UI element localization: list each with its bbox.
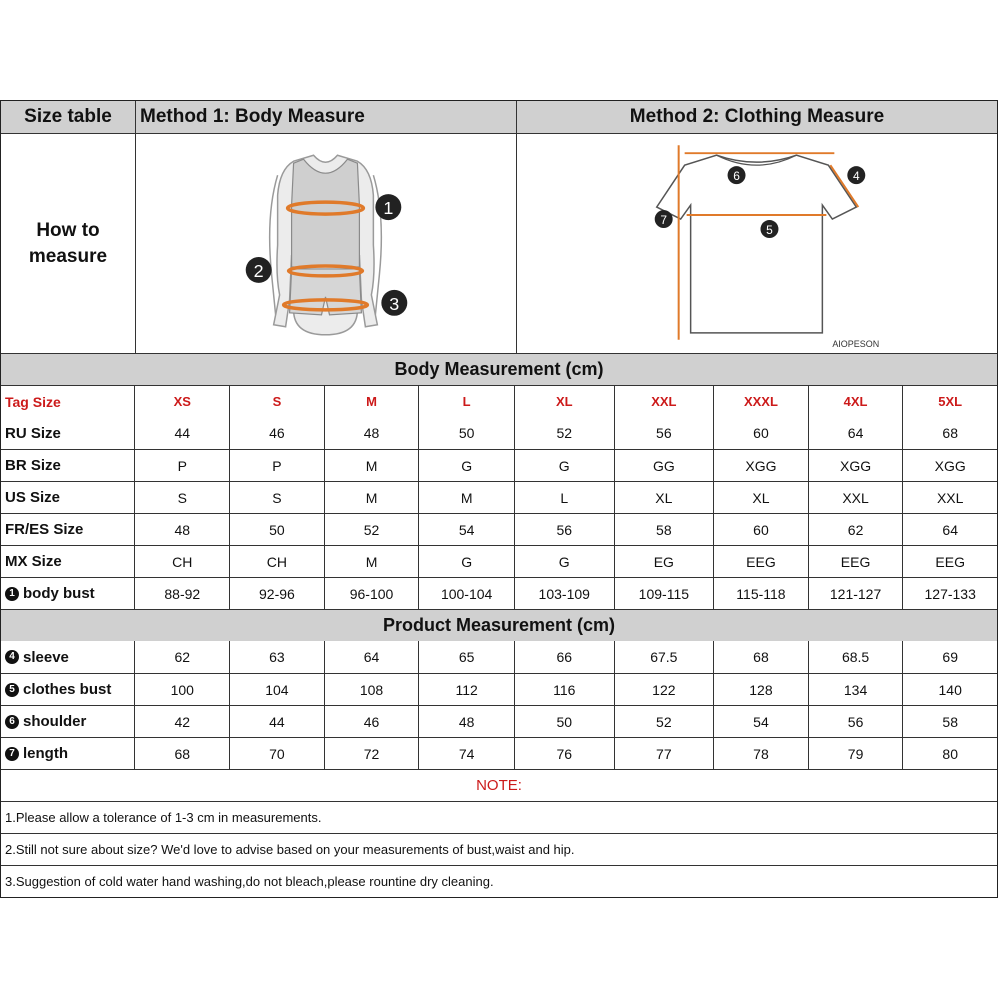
row-label [1, 514, 134, 545]
table-cell: 108 [324, 674, 419, 705]
row-label [1, 706, 134, 737]
row-label-text: RU Size [5, 424, 61, 442]
table-row [1, 513, 997, 545]
table-cell: 50 [514, 706, 614, 737]
table-cell: EEG [902, 546, 997, 577]
how-to-label [1, 134, 135, 353]
svg-text:3: 3 [389, 293, 400, 314]
table-cell: 68 [134, 738, 229, 769]
table-cell: 96-100 [324, 578, 419, 609]
row-label-text: BR Size [5, 457, 61, 474]
table-cell: 92-96 [229, 578, 324, 609]
row-label [1, 417, 134, 449]
shirt-marker-5 [760, 220, 778, 238]
table-cell: 115-118 [713, 578, 808, 609]
method2-title: Method 2: Clothing Measure [516, 101, 997, 133]
svg-text:5: 5 [766, 222, 773, 237]
table-row [1, 641, 997, 673]
table-cell: 67.5 [614, 641, 714, 673]
table-cell: XXL [808, 482, 903, 513]
table-cell: 62 [134, 641, 229, 673]
note-title: NOTE: [476, 777, 522, 794]
size-chart [0, 100, 998, 898]
table-cell: 69 [902, 641, 997, 673]
table-cell: 76 [514, 738, 614, 769]
table-cell: 68.5 [808, 641, 903, 673]
table-row [1, 481, 997, 513]
table-cell: 64 [902, 514, 997, 545]
shirt-marker-6 [728, 166, 746, 184]
table-cell: 116 [514, 674, 614, 705]
svg-text:1: 1 [383, 197, 394, 218]
how-to-row [1, 133, 997, 353]
table-cell: P [229, 450, 324, 481]
table-cell: 78 [713, 738, 808, 769]
table-row [1, 417, 997, 449]
table-cell: 54 [713, 706, 808, 737]
table-row [1, 449, 997, 481]
table-cell: 60 [713, 514, 808, 545]
method1-title: Method 1: Body Measure [135, 101, 516, 133]
table-cell: P [134, 450, 229, 481]
table-cell: M [324, 546, 419, 577]
note-text: 2.Still not sure about size? We'd love to advise based on your measurements of bust,waist and hip. [5, 842, 575, 857]
table-cell: S [229, 482, 324, 513]
tag-size-cell: XXXL [713, 386, 808, 417]
body-marker-2 [246, 256, 272, 282]
table-cell: 52 [614, 706, 714, 737]
table-cell: 44 [229, 706, 324, 737]
tag-size-cell: 4XL [808, 386, 903, 417]
table-cell: 77 [614, 738, 714, 769]
table-cell: XXL [902, 482, 997, 513]
table-cell: 134 [808, 674, 903, 705]
table-cell: 48 [134, 514, 229, 545]
table-cell: 140 [902, 674, 997, 705]
row-label [1, 450, 134, 481]
table-cell: 88-92 [134, 578, 229, 609]
table-cell: 68 [713, 641, 808, 673]
table-cell: 58 [614, 514, 714, 545]
number-badge-icon: 7 [5, 747, 19, 761]
table-cell: CH [134, 546, 229, 577]
table-cell: S [134, 482, 229, 513]
table-cell: EEG [808, 546, 903, 577]
tag-size-cell: S [229, 386, 324, 417]
row-label-text: sleeve [23, 648, 69, 666]
product-section-title: Product Measurement (cm) [1, 610, 997, 641]
table-cell: 56 [614, 417, 714, 449]
body-figure-cell [135, 134, 516, 353]
how-to-line2: measure [28, 245, 108, 267]
table-cell: 65 [418, 641, 514, 673]
table-cell: 74 [418, 738, 514, 769]
brand-label: AIOPESON [832, 338, 880, 349]
table-cell: 44 [134, 417, 229, 449]
row-label-text: shoulder [23, 713, 87, 730]
table-cell: XL [713, 482, 808, 513]
table-cell: G [514, 546, 614, 577]
table-cell: 54 [418, 514, 514, 545]
note-line-3 [1, 865, 997, 897]
number-badge-icon: 5 [5, 683, 19, 697]
header-row [1, 101, 997, 133]
note-line-1 [1, 801, 997, 833]
table-cell: 50 [418, 417, 514, 449]
table-cell: 50 [229, 514, 324, 545]
table-cell: 56 [514, 514, 614, 545]
row-label-text: MX Size [5, 553, 62, 570]
table-cell: EEG [713, 546, 808, 577]
shirt-marker-7 [655, 210, 673, 228]
table-cell: 70 [229, 738, 324, 769]
tag-size-label: Tag Size [5, 393, 61, 410]
tag-size-cell: 5XL [902, 386, 997, 417]
row-label-text: FR/ES Size [5, 521, 84, 538]
body-section-title: Body Measurement (cm) [1, 354, 997, 385]
row-label [1, 546, 134, 577]
tag-size-cell: XXL [614, 386, 714, 417]
row-label [1, 641, 134, 673]
table-cell: L [514, 482, 614, 513]
number-badge-icon: 1 [5, 587, 19, 601]
table-row [1, 577, 997, 609]
table-cell: G [514, 450, 614, 481]
table-cell: 66 [514, 641, 614, 673]
table-cell: EG [614, 546, 714, 577]
table-cell: G [418, 546, 514, 577]
body-marker-3 [381, 289, 407, 315]
number-badge-icon: 6 [5, 715, 19, 729]
table-cell: 62 [808, 514, 903, 545]
table-cell: XGG [713, 450, 808, 481]
note-line-2 [1, 833, 997, 865]
table-cell: 64 [324, 641, 419, 673]
table-cell: 72 [324, 738, 419, 769]
how-to-line1: How to [36, 219, 100, 241]
table-cell: 68 [902, 417, 997, 449]
tag-size-cell: XS [134, 386, 229, 417]
body-marker-1 [375, 194, 401, 220]
table-cell: XL [614, 482, 714, 513]
table-cell: 48 [418, 706, 514, 737]
row-label [1, 674, 134, 705]
table-cell: M [324, 482, 419, 513]
table-cell: 52 [324, 514, 419, 545]
row-label-text: body bust [23, 585, 95, 602]
table-cell: GG [614, 450, 714, 481]
table-cell: 48 [324, 417, 419, 449]
body-figure [136, 135, 516, 353]
table-cell: 60 [713, 417, 808, 449]
table-cell: 42 [134, 706, 229, 737]
table-cell: XGG [902, 450, 997, 481]
row-label-text: length [23, 745, 68, 762]
note-title-row [1, 769, 997, 801]
table-cell: 52 [514, 417, 614, 449]
table-cell: M [324, 450, 419, 481]
table-cell: 100 [134, 674, 229, 705]
tag-size-cell: M [324, 386, 419, 417]
body-section-row [1, 353, 997, 385]
shirt-marker-4 [847, 166, 865, 184]
note-text: 3.Suggestion of cold water hand washing,do not bleach,please rountine dry cleaning. [5, 874, 494, 889]
table-cell: 46 [229, 417, 324, 449]
table-cell: 103-109 [514, 578, 614, 609]
tag-size-cell: XL [514, 386, 614, 417]
table-row [1, 705, 997, 737]
row-label [1, 482, 134, 513]
table-cell: 56 [808, 706, 903, 737]
row-label [1, 738, 134, 769]
table-cell: 128 [713, 674, 808, 705]
tag-size-row [1, 385, 997, 417]
table-cell: 127-133 [902, 578, 997, 609]
table-cell: 104 [229, 674, 324, 705]
table-cell: 79 [808, 738, 903, 769]
product-section-row [1, 609, 997, 641]
tag-size-cell: L [418, 386, 514, 417]
row-label [1, 578, 134, 609]
table-cell: G [418, 450, 514, 481]
svg-text:4: 4 [852, 168, 860, 183]
table-cell: CH [229, 546, 324, 577]
table-row [1, 737, 997, 769]
row-label-text: US Size [5, 489, 61, 506]
svg-text:7: 7 [660, 212, 668, 227]
table-cell: 112 [418, 674, 514, 705]
svg-text:2: 2 [253, 260, 264, 281]
table-cell: M [418, 482, 514, 513]
table-cell: 64 [808, 417, 903, 449]
table-cell: 58 [902, 706, 997, 737]
table-cell: 109-115 [614, 578, 714, 609]
number-badge-icon: 4 [5, 650, 19, 664]
table-cell: 46 [324, 706, 419, 737]
table-cell: 121-127 [808, 578, 903, 609]
shirt-figure [517, 135, 997, 353]
svg-text:6: 6 [733, 168, 740, 183]
table-cell: 63 [229, 641, 324, 673]
tshirt-icon [657, 155, 857, 333]
row-label-text: clothes bust [23, 681, 112, 698]
table-cell: XGG [808, 450, 903, 481]
table-cell: 122 [614, 674, 714, 705]
table-cell: 80 [902, 738, 997, 769]
note-text: 1.Please allow a tolerance of 1-3 cm in measurements. [5, 810, 322, 825]
table-row [1, 545, 997, 577]
table-cell: 100-104 [418, 578, 514, 609]
shirt-figure-cell [516, 134, 997, 353]
table-row [1, 673, 997, 705]
size-table-title: Size table [1, 101, 135, 133]
